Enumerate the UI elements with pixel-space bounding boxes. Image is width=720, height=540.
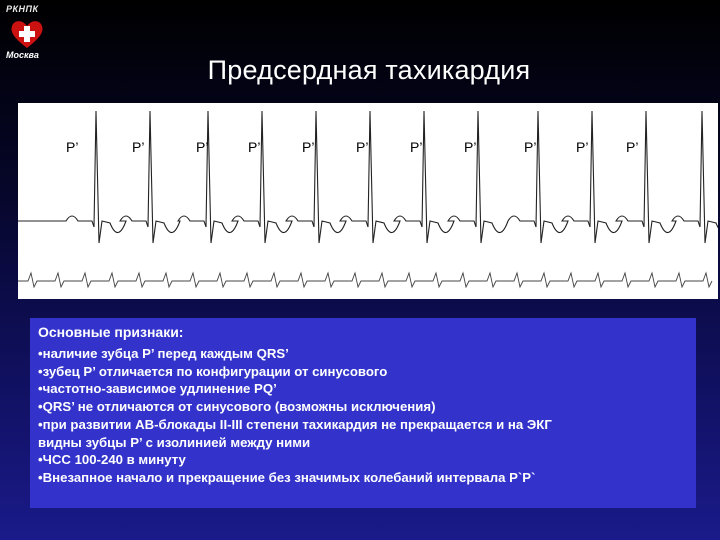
info-item: •наличие зубца Р’ перед каждым QRS’ — [38, 346, 289, 361]
info-item: •Внезапное начало и прекращение без значимых колебаний интервала Р`Р` — [38, 469, 536, 485]
p-wave-label: P’ — [66, 139, 79, 155]
ecg-strip — [18, 103, 718, 299]
info-item: •при развитии АВ-блокады II-III степени тахикардия не прекращается и на ЭКГ — [38, 416, 552, 432]
p-wave-label: P’ — [132, 139, 145, 155]
p-wave-label: P’ — [196, 139, 209, 155]
info-item: •зубец Р’ отличается по конфигурации от синусового — [38, 363, 388, 379]
logo-top-text: РКНПК — [6, 4, 39, 14]
info-item: •ЧСС 100-240 в минуту — [38, 452, 186, 468]
logo — [6, 4, 52, 62]
ecg-trace-lower — [18, 273, 712, 287]
p-wave-label: P’ — [626, 139, 639, 155]
logo-bottom-text: Москва — [6, 50, 39, 60]
info-list — [38, 345, 688, 487]
heart-cross-logo-icon — [10, 18, 44, 50]
p-wave-label: P’ — [302, 139, 315, 155]
info-item: •частотно-зависимое удлинение PQ’ — [38, 381, 277, 397]
p-wave-label: P’ — [248, 139, 261, 155]
ecg-trace — [18, 111, 718, 243]
info-item: видны зубцы Р’ с изолинией между ними — [38, 434, 311, 450]
p-wave-label: P’ — [524, 139, 537, 155]
p-wave-label: P’ — [576, 139, 589, 155]
p-wave-label: P’ — [410, 139, 423, 155]
ecg-trace-svg — [18, 103, 718, 299]
p-wave-label: P’ — [356, 139, 369, 155]
info-panel — [30, 318, 696, 508]
info-heading: Основные признаки: — [38, 324, 184, 340]
p-wave-label: P’ — [464, 139, 477, 155]
slide-title: Предсердная тахикардия — [207, 55, 531, 85]
info-item: •QRS’ не отличаются от синусового (возможны исключения) — [38, 399, 436, 415]
